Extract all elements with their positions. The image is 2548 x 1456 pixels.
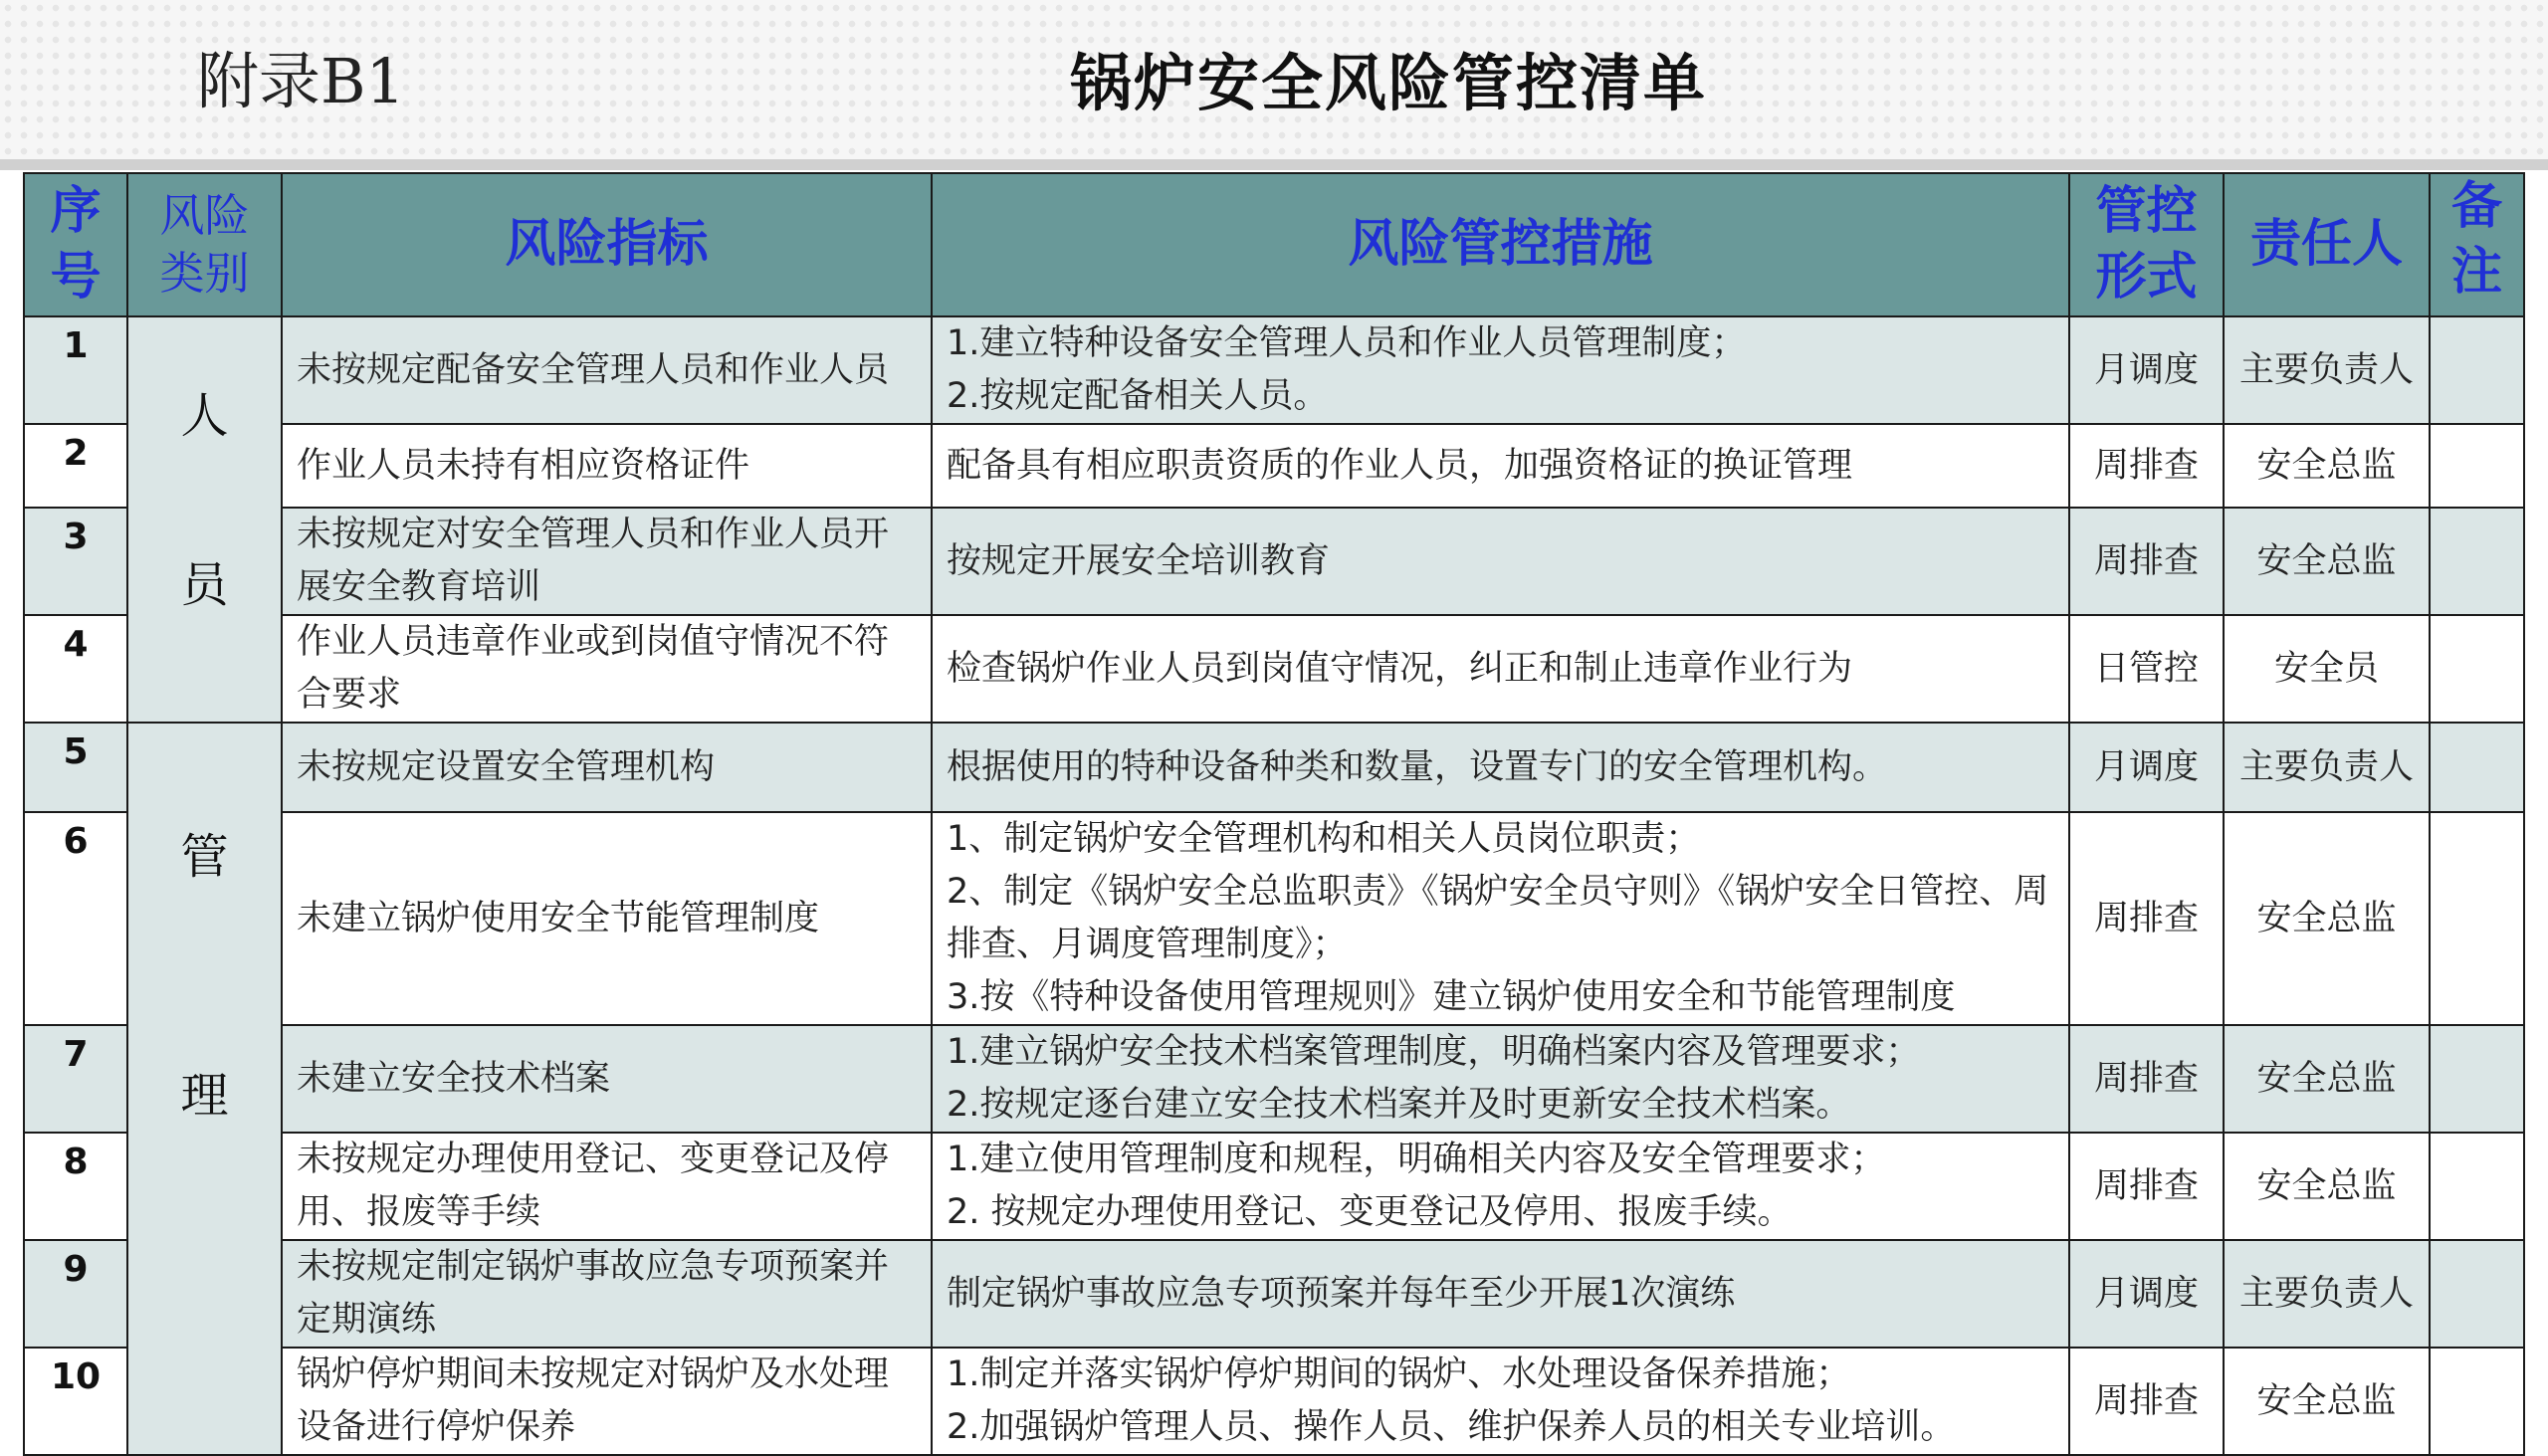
remark-cell [2430,1025,2524,1133]
measure-line: 1.建立特种设备安全管理人员和作业人员管理制度； [947,323,1747,363]
remark-cell [2430,615,2524,723]
risk-indicator: 未建立锅炉使用安全节能管理制度 [282,812,932,1025]
remark-cell [2430,812,2524,1025]
responsible-person: 主要负责人 [2224,723,2430,812]
measure-line: 2. 按规定办理使用登记、变更登记及停用、报废手续。 [947,1192,1793,1232]
control-measures [932,1025,2069,1133]
responsible-person: 安全总监 [2224,812,2430,1025]
row-number: 9 [24,1240,127,1348]
table-row [24,316,2524,424]
measure-line: 根据使用的特种设备种类和数量，设置专门的安全管理机构。 [947,746,1888,787]
table-row [24,1025,2524,1133]
header-measures: 风险管控措施 [932,173,2069,316]
responsible-person: 安全总监 [2224,1025,2430,1133]
control-measures [932,316,2069,424]
category-char: 员 [180,557,229,613]
header-seq: 序号 [24,173,127,316]
header-indicator: 风险指标 [282,173,932,316]
control-measures [932,615,2069,723]
control-measures [932,1348,2069,1455]
control-measures [932,508,2069,615]
measure-line: 2.加强锅炉管理人员、操作人员、维护保养人员的相关专业培训。 [947,1407,1956,1447]
header-divider [0,159,2548,170]
appendix-label: 附录B1 [197,45,406,117]
control-form: 月调度 [2069,316,2224,424]
risk-indicator: 未按规定配备安全管理人员和作业人员 [282,316,932,424]
table-row [24,1240,2524,1348]
control-form: 周排查 [2069,1025,2224,1133]
row-number: 4 [24,615,127,723]
measure-line: 3.按《特种设备使用管理规则》建立锅炉使用安全和节能管理制度 [947,977,1956,1017]
table-row [24,1348,2524,1455]
category-char: 理 [180,1068,229,1124]
risk-indicator: 锅炉停炉期间未按规定对锅炉及水处理设备进行停炉保养 [282,1348,932,1455]
header-remark: 备注 [2430,173,2524,316]
measure-line: 制定锅炉事故应急专项预案并每年至少开展1次演练 [947,1273,1736,1314]
row-number: 5 [24,723,127,812]
remark-cell [2430,1133,2524,1240]
risk-indicator: 未按规定制定锅炉事故应急专项预案并定期演练 [282,1240,932,1348]
measure-line: 2.按规定逐台建立安全技术档案并及时更新安全技术档案。 [947,1085,1851,1125]
responsible-person: 安全总监 [2224,1133,2430,1240]
responsible-person: 主要负责人 [2224,316,2430,424]
row-number: 6 [24,812,127,1025]
responsible-person: 安全总监 [2224,1348,2430,1455]
control-measures [932,723,2069,812]
remark-cell [2430,1348,2524,1455]
table-row [24,615,2524,723]
control-measures [932,812,2069,1025]
control-measures [932,1240,2069,1348]
category-cell-personnel [127,316,282,723]
responsible-person: 安全员 [2224,615,2430,723]
remark-cell [2430,424,2524,508]
risk-control-table [23,172,2525,1456]
category-char: 管 [180,829,229,885]
row-number: 1 [24,316,127,424]
measure-line: 1.建立锅炉安全技术档案管理制度，明确档案内容及管理要求； [947,1032,1921,1072]
category-char: 人 [180,388,229,444]
measure-line: 2、制定《锅炉安全总监职责》《锅炉安全员守则》《锅炉安全日管控、周排查、月调度管理制度》； [947,872,2049,964]
measure-line: 1.建立使用管理制度和规程，明确相关内容及安全管理要求； [947,1140,1886,1179]
control-form: 周排查 [2069,1133,2224,1240]
row-number: 3 [24,508,127,615]
risk-indicator: 未按规定对安全管理人员和作业人员开展安全教育培训 [282,508,932,615]
responsible-person: 安全总监 [2224,424,2430,508]
table-row [24,508,2524,615]
control-measures [932,424,2069,508]
remark-cell [2430,316,2524,424]
row-number: 10 [24,1348,127,1455]
header-category: 风险类别 [127,173,282,316]
risk-indicator: 未建立安全技术档案 [282,1025,932,1133]
table-header-row [24,173,2524,316]
control-form: 月调度 [2069,723,2224,812]
control-form: 月调度 [2069,1240,2224,1348]
header-form: 管控形式 [2069,173,2224,316]
control-form: 周排查 [2069,812,2224,1025]
row-number: 8 [24,1133,127,1240]
header-responsible: 责任人 [2224,173,2430,316]
table-row [24,812,2524,1025]
responsible-person: 安全总监 [2224,508,2430,615]
table-row [24,723,2524,812]
responsible-person: 主要负责人 [2224,1240,2430,1348]
table-row [24,1133,2524,1240]
control-measures [932,1133,2069,1240]
measure-line: 配备具有相应职责资质的作业人员，加强资格证的换证管理 [947,445,1853,486]
category-cell-management [127,723,282,1455]
risk-indicator: 作业人员违章作业或到岗值守情况不符合要求 [282,615,932,723]
table-body [24,316,2524,1455]
remark-cell [2430,508,2524,615]
control-form: 周排查 [2069,1348,2224,1455]
risk-indicator: 作业人员未持有相应资格证件 [282,424,932,508]
risk-indicator: 未按规定办理使用登记、变更登记及停用、报废等手续 [282,1133,932,1240]
table-row [24,424,2524,508]
measure-line: 检查锅炉作业人员到岗值守情况，纠正和制止违章作业行为 [947,648,1853,689]
control-form: 周排查 [2069,508,2224,615]
measure-line: 1.制定并落实锅炉停炉期间的锅炉、水处理设备保养措施； [947,1354,1851,1394]
control-form: 周排查 [2069,424,2224,508]
measure-line: 1、制定锅炉安全管理机构和相关人员岗位职责； [947,819,1701,859]
remark-cell [2430,1240,2524,1348]
measure-line: 2.按规定配备相关人员。 [947,376,1329,416]
row-number: 2 [24,424,127,508]
risk-indicator: 未按规定设置安全管理机构 [282,723,932,812]
measure-line: 按规定开展安全培训教育 [947,540,1331,581]
control-form: 日管控 [2069,615,2224,723]
row-number: 7 [24,1025,127,1133]
document-title: 锅炉安全风险管控清单 [1070,47,1708,119]
remark-cell [2430,723,2524,812]
